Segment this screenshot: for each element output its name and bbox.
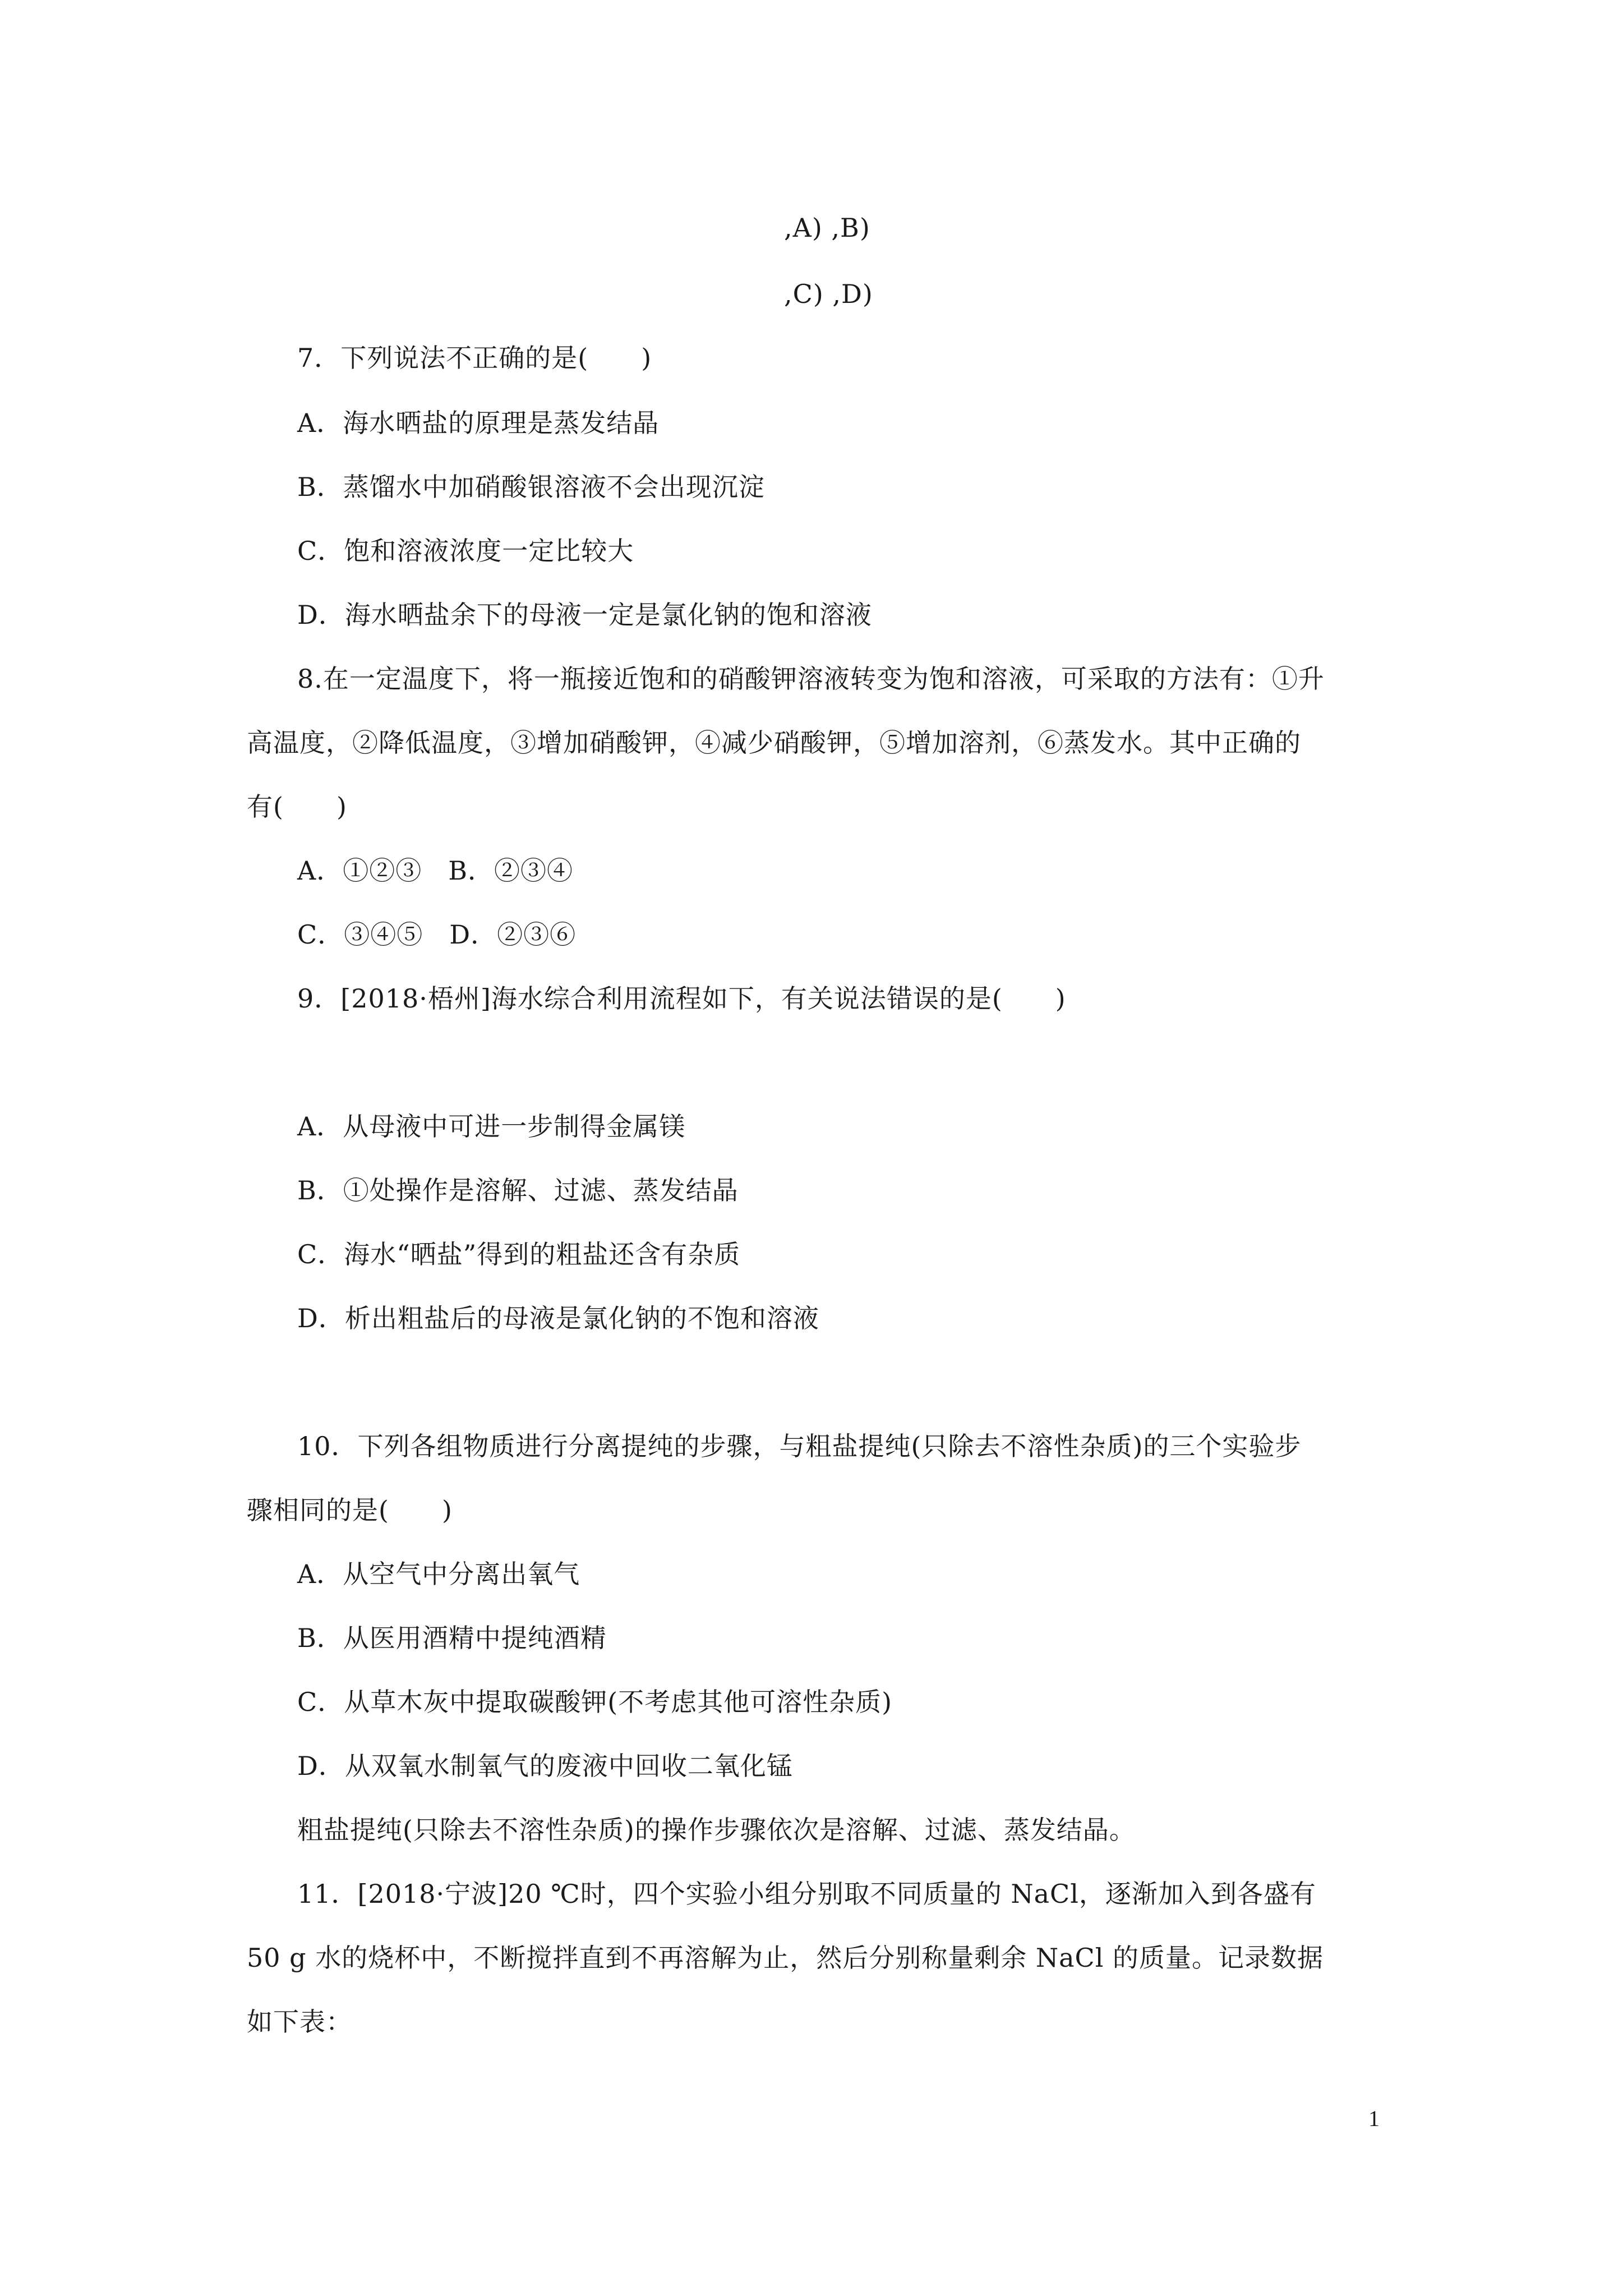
answer-options-cd: ,C) ,D) bbox=[784, 279, 873, 309]
question-10-option-c: C．从草木灰中提取碳酸钾(不考虑其他可溶性杂质) bbox=[297, 1687, 893, 1717]
question-9-option-c: C．海水“晒盐”得到的粗盐还含有杂质 bbox=[297, 1239, 741, 1269]
question-8-line-1: 8.在一定温度下，将一瓶接近饱和的硝酸钾溶液转变为饱和溶液，可采取的方法有：①升 bbox=[297, 664, 1325, 694]
question-9-option-a: A．从母液中可进一步制得金属镁 bbox=[297, 1111, 686, 1142]
question-9-option-d: D．析出粗盐后的母液是氯化钠的不饱和溶液 bbox=[297, 1303, 819, 1333]
question-11-line-1: 11．[2018·宁波]20 ℃时，四个实验小组分别取不同质量的 NaCl，逐渐加入到各盛有 bbox=[297, 1879, 1316, 1909]
question-8-options-cd: C．③④⑤ D．②③⑥ bbox=[297, 919, 577, 950]
question-10-line-2: 骤相同的是( ) bbox=[247, 1495, 453, 1525]
question-10-note: 粗盐提纯(只除去不溶性杂质)的操作步骤依次是溶解、过滤、蒸发结晶。 bbox=[297, 1815, 1136, 1845]
question-11-line-3: 如下表： bbox=[247, 2007, 352, 2037]
question-10-option-b: B．从医用酒精中提纯酒精 bbox=[297, 1623, 607, 1653]
question-9-option-b: B．①处操作是溶解、过滤、蒸发结晶 bbox=[297, 1175, 739, 1205]
question-7-option-b: B．蒸馏水中加硝酸银溶液不会出现沉淀 bbox=[297, 472, 765, 502]
question-7-option-c: C．饱和溶液浓度一定比较大 bbox=[297, 536, 634, 566]
question-10-line-1: 10．下列各组物质进行分离提纯的步骤，与粗盐提纯(只除去不溶性杂质)的三个实验步 bbox=[297, 1431, 1302, 1461]
question-7: 7．下列说法不正确的是( ) bbox=[297, 343, 652, 373]
question-10-option-d: D．从双氧水制氧气的废液中回收二氧化锰 bbox=[297, 1751, 793, 1781]
question-9: 9．[2018·梧州]海水综合利用流程如下，有关说法错误的是( ) bbox=[297, 983, 1066, 1014]
question-8-line-2: 高温度，②降低温度，③增加硝酸钾，④减少硝酸钾，⑤增加溶剂，⑥蒸发水。其中正确的 bbox=[247, 728, 1301, 758]
question-7-option-a: A．海水晒盐的原理是蒸发结晶 bbox=[297, 408, 660, 438]
question-11-line-2: 50 g 水的烧杯中，不断搅拌直到不再溶解为止，然后分别称量剩余 NaCl 的质量。记录数据 bbox=[247, 1943, 1324, 1973]
question-7-option-d: D．海水晒盐余下的母液一定是氯化钠的饱和溶液 bbox=[297, 600, 872, 630]
question-10-option-a: A．从空气中分离出氧气 bbox=[297, 1559, 580, 1589]
page-number: 1 bbox=[1368, 2106, 1380, 2131]
question-8-line-3: 有( ) bbox=[247, 792, 347, 822]
question-8-options-ab: A．①②③ B．②③④ bbox=[297, 855, 574, 886]
answer-options-ab: ,A) ,B) bbox=[784, 213, 870, 243]
